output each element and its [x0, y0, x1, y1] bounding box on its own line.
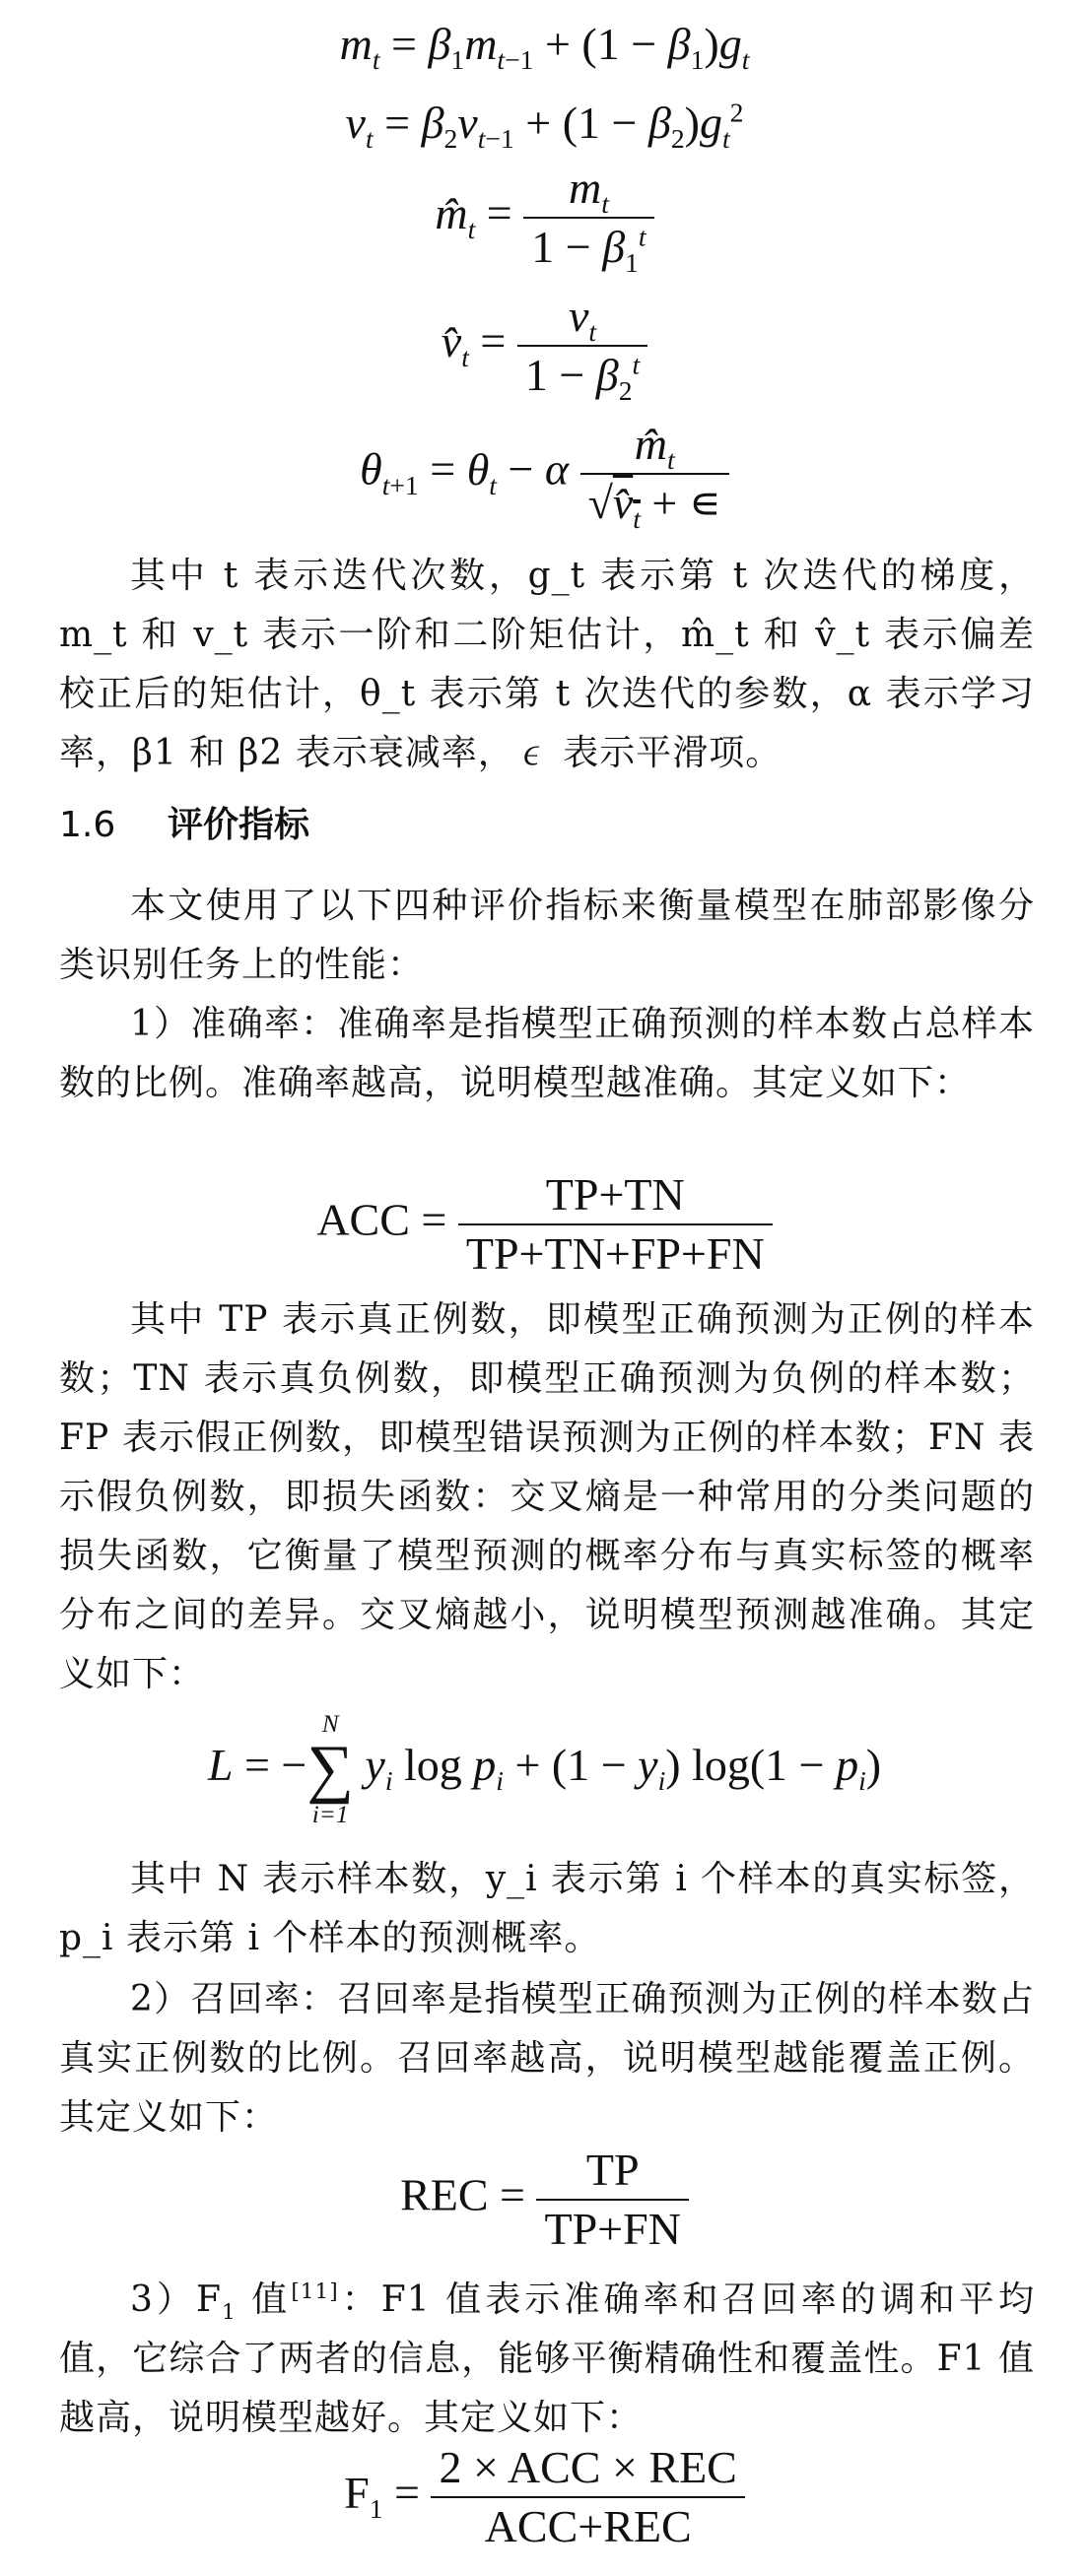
equation-recall: REC = $\frac{TP}{TP+FN}$	[0, 2147, 1089, 2252]
f1-denominator: ACC+REC	[484, 2501, 692, 2551]
metrics-intro-paragraph: 本文使用了以下四种评价指标来衡量模型在肺部影像分类识别任务上的性能：	[59, 886, 1035, 985]
rec-denominator: TP+FN	[544, 2204, 681, 2254]
citation-ref: [11]	[291, 2279, 339, 2304]
equation-cross-entropy: L = − N ∑ i=1 $y_i$ $\log p_i + (1 - y_i) \log(1 - p_i)$	[207, 1710, 882, 1828]
equation-v-t: $v_t = \beta_2v_{t-1} + (1 - \beta_2)g_t^2$	[345, 97, 744, 155]
rec-numerator: TP	[536, 2147, 688, 2201]
equation-m-t: $m_t = \beta_1m_{t-1} + (1 - \beta_1)g_t$	[339, 19, 750, 76]
equation-m-hat: $m̂_t$ = $\frac{m_t}{1 - \beta_1^t}$	[0, 165, 1089, 270]
section-title: 评价指标	[168, 805, 310, 845]
f1-prefix: 3）F	[130, 2279, 223, 2320]
acc-lhs: ACC	[316, 1194, 410, 1245]
equation-accuracy: ACC = $\frac{TP+TN}{TP+TN+FP+FN}$	[0, 1172, 1089, 1277]
equation-theta-update: $\theta_{t+1} = \theta_t - \alpha$ $\frac{m̂_t}{√v̂_t + ∊}$	[0, 422, 1089, 526]
f1-numerator: 2 × ACC × REC	[431, 2445, 744, 2498]
f1-lhs: $F_1$	[344, 2467, 383, 2524]
accuracy-paragraph: 1）准确率：准确率是指模型正确预测的样本数占总样本数的比例。准确率越高，说明模型越准确。其定义如下：	[59, 1004, 1035, 1103]
rec-lhs: REC	[400, 2169, 489, 2220]
equation-f1: $F_1$ = $\frac{\text{2 × ACC × REC}}{\text{ACC+REC}}$	[0, 2445, 1089, 2549]
f1-prefix-word: 值	[236, 2279, 292, 2320]
f1-paragraph	[59, 2271, 1035, 2448]
loss-explanation-paragraph: 其中 N 表示样本数，y_i 表示第 i 个样本的真实标签，p_i 表示第 i 个样本的预测概率。	[59, 1859, 1035, 1958]
adam-explanation-paragraph: 其中 t 表示迭代次数，g_t 表示第 t 次迭代的梯度，m_t 和 v_t 表示一阶和二阶矩估计，m̂_t 和 v̂_t 表示偏差校正后的矩估计，θ_t 表示第 t 次迭代的参数，α 表示学习率，β1 和 β2 表示衰减率，∊ 表示平滑项。	[59, 556, 1035, 773]
f1-body: ：F1 值表示准确率和召回率的调和平均值，它综合了两者的信息，能够平衡精确性和覆盖性。F1 值越高，说明模型越好。其定义如下：	[59, 2279, 1035, 2438]
equation-v-hat: $v̂_t$ = $\frac{v_t}{1 - \beta_2^t}$	[0, 294, 1089, 398]
f1-prefix-subscript: 1	[222, 2300, 237, 2326]
acc-denominator: TP+TN+FP+FN	[465, 1228, 765, 1279]
acc-numerator: TP+TN	[458, 1172, 773, 1225]
section-number: 1.6	[59, 805, 116, 845]
recall-paragraph: 2）召回率：召回率是指模型正确预测为正例的样本数占真实正例数的比例。召回率越高，说明模型越能覆盖正例。其定义如下：	[59, 1979, 1035, 2138]
confusion-and-loss-paragraph: 其中 TP 表示真正例数，即模型正确预测为正例的样本数；TN 表示真负例数，即模型正确预测为负例的样本数；FP 表示假正例数，即模型错误预测为正例的样本数；FN 表示假负例数，即损失函数：交叉熵是一种常用的分类问题的损失函数，它衡量了模型预测的概率分布与真实标签的概率分布之间的差异。交叉熵越小，说明模型预测越准确。其定义如下：	[59, 1299, 1035, 1694]
section-heading	[59, 796, 309, 855]
